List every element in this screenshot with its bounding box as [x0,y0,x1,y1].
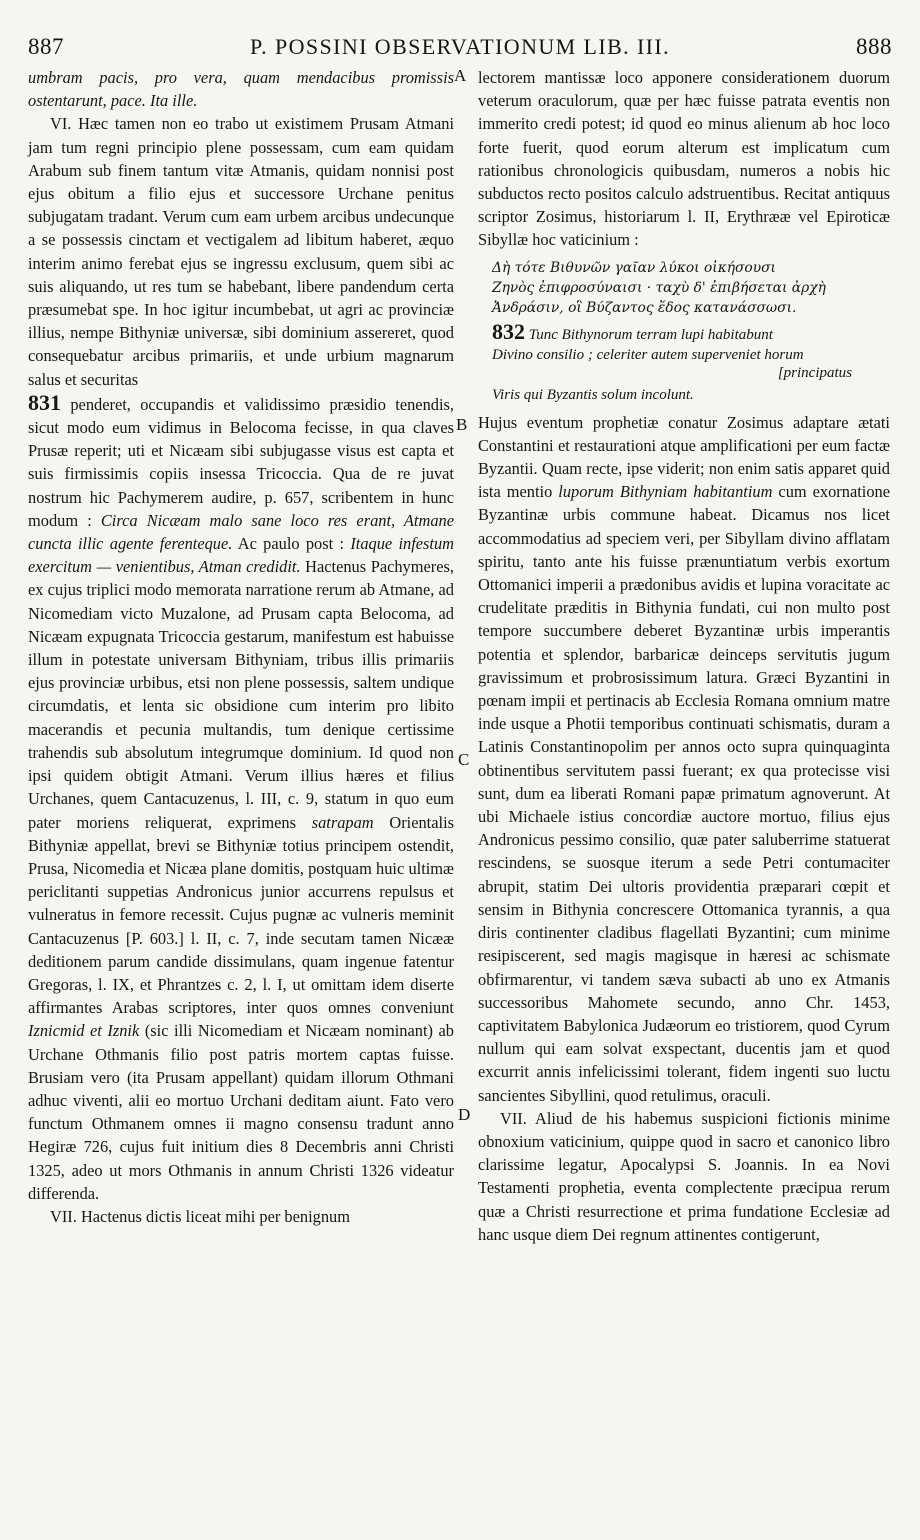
left-p2c-text: Ac paulo post : [232,534,351,554]
left-page-number: 887 [28,34,64,59]
latin-verse-2: Divino consilio ; celeriter autem superveniet horum [492,346,804,363]
left-p2b-text: penderet, occupandis et validissimo præsidio tenendis, sicut modo eum vidimus in Belocoma fecisse, in qua claves Prusæ reperit; uti et Nicæam sibi subjugasse visus est capta et suis firmissimis copiis insessa Tricoccia. Qua de re juvat nostrum hic Pachymerem audire, p. 657, scribentem in hunc modum : [28,394,454,530]
left-paragraph-vii: VII. Hactenus dictis liceat mihi per benignum [50,1206,350,1226]
left-quote-1: Circa Nicæam malo sane loco res erant, Atmane cuncta illic agente ferenteque. [28,510,454,554]
gutter-marker-b: B [456,415,468,434]
latin-verse-1 [492,318,890,345]
right-p2a-text: Hujus eventum prophetiæ conatur Zosimus adaptare ætati Constantini et restaurationi atque amplificationi per eum factæ Byzantii. Quam recte, ipse viderit; non enim satis apparet quid ista mentio [478,412,890,502]
latin-verse-2-tail: [principatus [777,364,852,381]
left-p2a-text: VI. Hæc tamen non eo trabo ut existimem Prusam Atmani jam tum regni principio plene possessam, cum eam quidam Arabum sub finem tantum vitæ Atmanis, quidam nonnisi post ejus obitum a filio ejus et successore Urchane penitus subjugatam tradant. Verum cum eam urbem arcibus undecunque a se possessis cinctam et vectigalem ad libitum haberet, æquo interim animo ferebat ejus se ingressu exclusum, quem sibi ac suis aliquando, ut res tum se habebant, libere pandendum certa præsumebat spe. In hoc igitur incumbebat, ut agri ac provinciæ illius, nempe Bithyniæ universæ, sibi dominium assereret, quod consequebatur arcibus primariis, et unde urbium magnarum salus et securitas [28,114,454,389]
left-column [28,66,454,1228]
latin-verse-3: Viris qui Byzantis solum incolunt. [492,386,694,403]
gutter-marker-a: A [454,66,467,85]
left-paragraph-vi [28,112,454,1205]
gutter-marker-c: C [458,750,470,769]
left-quote-4: Iznicmid et Iznik [28,1021,140,1041]
right-quote-1: luporum Bithyniam habitantium [558,482,773,502]
right-page-number: 888 [856,34,892,59]
left-paragraph-continuation [28,66,454,112]
running-title: P. POSSINI OBSERVATIONUM LIB. III. [249,34,671,59]
greek-line-1: Δὴ τότε Βιθυνῶν γαῖαν λύκοι οἰκήσουσι [492,259,776,276]
verse-line-1: Tunc Bithynorum terram lupi habitabunt [525,326,773,343]
left-p1-text: umbram pacis, pro vera, quam mendacibus promissis ostentarunt, pace. Ita ille. [28,68,454,111]
page-header [28,34,892,64]
greek-oracle [492,258,890,318]
section-number-832: 832 [492,318,525,344]
right-p2b-text: cum exornatione Byzantinæ urbis commune habeat. Dicamus nos licet accommodatius ad speciem veri, per Sibyllam divino afflatam spiritu, tanto ante his fuisse prænuntiatum verbis exortum Ottomanici imperii a prædonibus avidis et lupina voracitate ac crudelitate præditis in Bithynia fundati, cui non multo post tempore succumbere deberet Byzantinæ urbis imperantis potentia et splendor, barbaricæ deinceps servitutis jugum gravissimum et probrosissimum latura. Græci Byzantini in pœnam impii et pertinacis ab Ecclesia Romana omnium matre inde usque a Photii temporibus continuati schismatis, duram a Latinis Constantinopolim per annos octo supra quinquaginta obtinentibus servitutem passi fuerant; ex qua protecisse visi sunt, dum ea liberati Romani papæ primatum agnoverunt. At ubi Michaele istius concordiæ auctore mortuo, filius ejus Andronicus pessimo consilio, quæ pater saluberrime statuerat rescindens, se suosque iterum a sede Petri contumaciter abrupit, statim Dei ultoris providentia præparari cœpit et sensim in Bithynia concrescere Ottomanica tyrannis, a qua diris continenter cladibus flagellati Byzantini; cum minime resipiscerent, sed magis magisque in hæresi ac schismate obfirmarentur, vi tandem sæva subacti ab uno ex Atmanis successoribus Mahomete secundo, anno Chr. 1453, captivitatem Babylonica Judæorum eo tristiorem, quod Cyrum nullum qui eam solvat exspectant, ducentis jam et quod excurrit annis infelicissimi tolerant, fidem ingenti suo luctu sancientes Sibyllini, quod retulimus, oraculi. [478,482,890,1105]
greek-line-2: Ζηνὸς ἐπιφροσύναισι · ταχὺ δ' ἐπιβήσεται ἀρχὴ [492,279,826,296]
greek-line-3: Ἀνδράσιν, οἳ Βύζαντος ἕδος κατανάσσωσι. [492,299,797,316]
left-quote-2: Itaque infestum exercitum — venientibus, Atman credidit. [28,534,455,577]
right-paragraph-intro: lectorem mantissæ loco apponere considerationem duorum veterum oraculorum, quæ per hæc fuisse patrata eventis non immerito credi potest; id quod eo minus alienum ab hoc loco forte fuerit, quod eorum alterum est implicatum cum rationibus chronologicis quibusdam, numeros a nobis hic subductos recto positos calculo adstruentibus. Recitat antiquus scriptor Zosimus, historiarum l. II, Erythrææ vel Epiroticæ Sibyllæ hoc vaticinium : [478,68,890,250]
left-quote-3: satrapam [311,812,374,832]
gutter-marker-d: D [458,1105,471,1124]
right-column [478,66,890,1246]
left-p2e-text: Orientalis Bithyniæ appellat, brevi se Bithyniæ totius principem ostendit, Prusa, Nicomedia et Nicæa plane domitis, postquam huic ultimæ periclitanti suppetias Andronicus junior accurrens repulsus et vulneratus in femore recessit. Cujus pugnæ ac vulneris meminit Cantacuzenus [P. 603.] l. II, c. 7, inde secutam tamen Nicææ deditionem parum candide dissimulans, quam ingenue fatentur Gregoras, l. IX, et Phrantzes c. 2, l. I, ut omittam idem diserte affirmantes Arabas scriptores, inter quos omnes conveniunt [28,812,454,1018]
section-number-831: 831 [28,389,61,415]
left-p2f-text: (sic illi Nicomediam et Nicæam nominant) ab Urchane Othmanis filio post patris mortem captas fuisse. Brusiam vero (ita Prusam appellant) quidam illorum Othmani adhuc viventi, alii eo mortuo Urchani deditam aiunt. Fato vero functum Othmanem omnes ii magno consensu tradunt anno Hegiræ 726, cujus fuit initium dies 8 Decembris anni Christi 1325, adeo ut mors Othmanis in annum Christi 1326 videatur differenda. [28,1021,455,1203]
left-p2d-text: Hactenus Pachymeres, ex cujus triplici modo memorata narratione rerum ab Atmane, ad Nicomediam victo Muzalone, ad Prusam capta Belocoma, ad Nicæam expugnata Tricoccia gestarum, manifestum est habuisse illum in potestate universam Bithyniam, tribus illis primariis ejus provinciæ urbibus, etsi non plene possessis, saltem undique circumdatis, et lenta sic obsidione cum interim pro libito macerandis et pecunia multandis, tum denique certissime trahendis sub absolutum integrumque dominium. Id quod non ipsi quidem obtigit Atmani. Verum illius hæres et filius Urchanes, quem Cantacuzenus, l. III, c. 9, statum in quo eum pater moriens reliquerat, exprimens [28,557,454,832]
right-paragraph-vii: VII. Aliud de his habemus suspicioni fictionis minime obnoxium vaticinium, quippe quod in sacro et canonico libro clarissime legatur, Apocalypsi S. Joannis. In ea Novi Testamenti prophetia, eventa complectente præcipua rerum quæ a Christi resurrectione et prima fundatione Ecclesiæ ad hanc usque diem Dei regnum attinentes contigerunt, [478,1108,890,1244]
right-paragraph-commentary [478,411,890,1107]
